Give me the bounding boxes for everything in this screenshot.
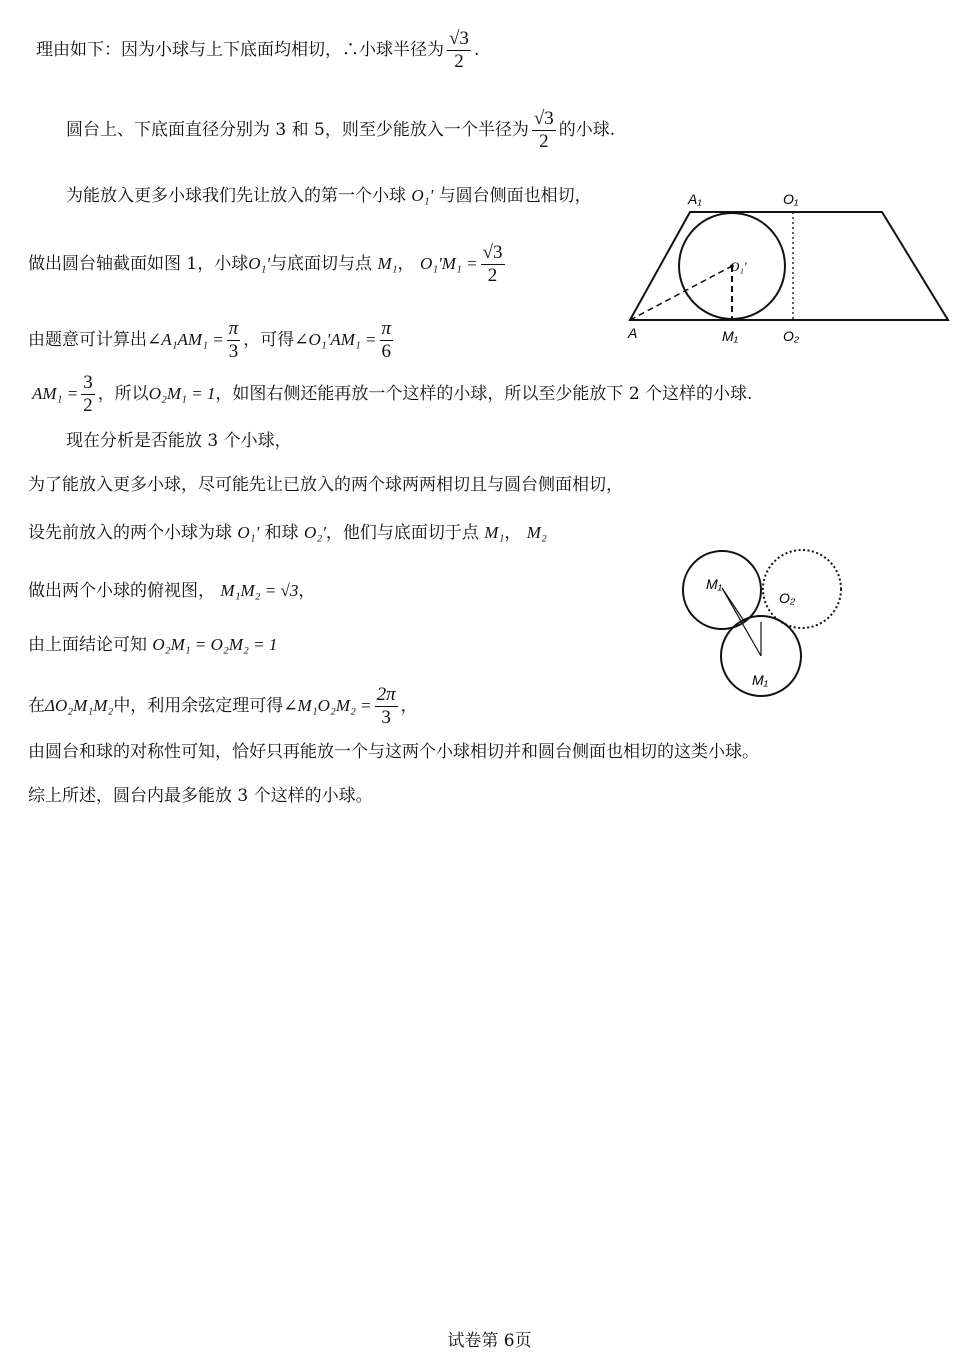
line-5: 由题意可计算出∠A₁AM₁ = $\frac{\pi}{3}$ ，可得∠O₁'AM₁ = $\frac{\pi}{6}$ xyxy=(28,318,392,362)
line-8: 为了能放入更多小球，尽可能先让已放入的两个球两两相切且与圆台侧面相切， xyxy=(28,475,623,495)
fraction: $\frac{\pi}{3}$ xyxy=(228,318,239,362)
line-1: 理由如下：因为小球与上下底面均相切，∴小球半径为 $\frac{√3}{2}$ . xyxy=(36,28,480,72)
line-14: 综上所述，圆台内最多能放 3 个这样的小球。 xyxy=(28,786,373,806)
segment-1 xyxy=(722,588,761,656)
line-12: 在ΔO₂M₁M₂中，利用余弦定理可得∠M₁O₂M₂ = $\frac{2\pi}{3}$ ， xyxy=(28,684,418,728)
label-a1: A₁ xyxy=(688,191,702,207)
line-9: 设先前放入的两个小球为球 O₁' 和球 O₂'，他们与底面切于点 M₁， M₂ xyxy=(28,523,547,543)
label-o1: O₁ xyxy=(783,191,799,207)
fraction: $\frac{3}{2}$ xyxy=(83,372,93,416)
figure-top-view xyxy=(680,545,850,710)
line-3: 为能放入更多小球我们先让放入的第一个小球 O₁' 与圆台侧面也相切， xyxy=(66,186,592,206)
page-footer: 试卷第 6页 xyxy=(447,1331,532,1351)
line-2: 圆台上、下底面直径分别为 3 和 5，则至少能放入一个半径为 $\frac{√3}{2}$ 的小球. xyxy=(66,108,616,152)
fraction: $\frac{\pi}{6}$ xyxy=(381,318,392,362)
label-o2: O₂ xyxy=(783,328,800,344)
trapezoid xyxy=(630,212,948,320)
figure-axial-section xyxy=(620,185,965,350)
line-11: 由上面结论可知 O₂M₁ = O₂M₂ = 1 xyxy=(28,635,278,655)
fraction: $\frac{2\pi}{3}$ xyxy=(376,684,396,728)
label-m1-top: M₁ xyxy=(706,576,723,592)
label-o2: O₂ xyxy=(779,590,796,606)
line-6: AM₁ = $\frac{3}{2}$ ，所以O₂M₁ = 1，如图右侧还能再放一个这样的小球，所以至少能放下 2 个这样的小球. xyxy=(32,372,753,416)
label-m1: M₁ xyxy=(722,328,739,344)
line-10: 做出两个小球的俯视图， M₁M₂ = √3， xyxy=(28,581,316,601)
label-o1-prime: O₁' xyxy=(730,259,747,274)
fraction: $\frac{√3}{2}$ xyxy=(533,108,554,152)
text: 理由如下：因为小球与上下底面均相切，∴小球半径为 xyxy=(36,39,444,60)
segment-2 xyxy=(722,588,744,621)
fraction: $\frac{√3}{2}$ xyxy=(482,242,503,286)
line-13: 由圆台和球的对称性可知，恰好只再能放一个与这两个小球相切并和圆台侧面也相切的这类小球。 xyxy=(28,742,759,762)
fraction: $\frac{√3}{2}$ xyxy=(449,28,469,72)
line-4: 做出圆台轴截面如图 1，小球O₁'与底面切与点 M₁， O₁'M₁ = $\frac{√3}{2}$ xyxy=(28,242,503,286)
label-m1-bottom: M₁ xyxy=(752,672,769,688)
line-7: 现在分析是否能放 3 个小球， xyxy=(66,431,292,451)
label-a: A xyxy=(628,325,638,341)
ball-top-right-dotted xyxy=(763,550,841,628)
